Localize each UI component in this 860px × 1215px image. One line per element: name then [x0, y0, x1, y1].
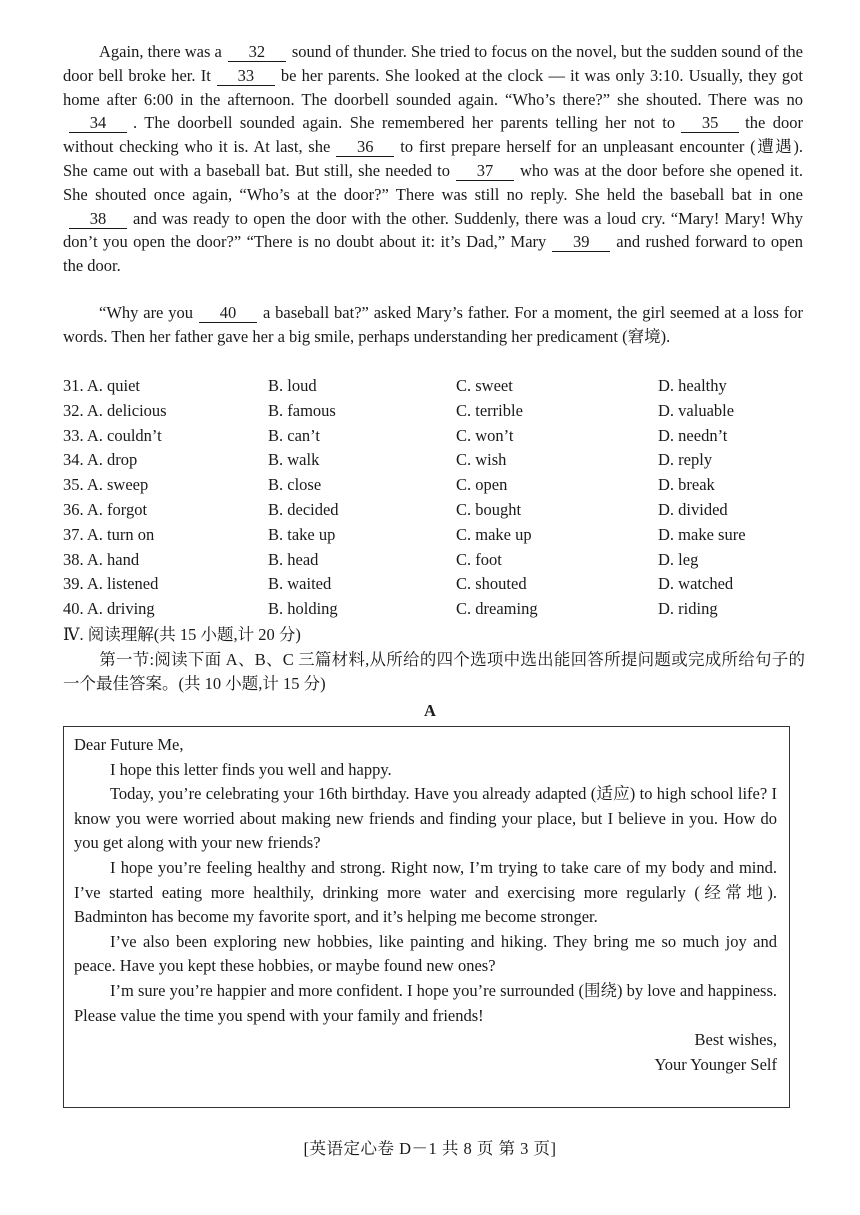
cloze-text: “Why are you	[99, 303, 193, 322]
option-row	[63, 498, 803, 523]
letter-paragraph	[74, 856, 777, 930]
option-row	[63, 448, 803, 473]
option-a: 31. A. quiet	[63, 376, 140, 395]
blank-37: 37	[456, 162, 514, 181]
option-d: D. divided	[658, 499, 728, 519]
option-d: D. reply	[658, 450, 713, 470]
option-c: C. dreaming	[456, 599, 538, 619]
option-row	[63, 597, 803, 622]
cloze-text: and was ready to open the door with the other. Suddenly, there was a loud cry. “Mary! Mary! Why don’t you open the door?” “There is no doubt about it: it’s Dad,” Mary	[63, 208, 803, 252]
cloze-paragraph-1	[63, 40, 803, 278]
options-list	[63, 374, 803, 622]
cloze-paragraph-2	[63, 301, 803, 349]
option-a: 39. A. listened	[63, 574, 159, 594]
option-a: 36. A. forgot	[63, 499, 148, 519]
option-d: D. leg	[658, 549, 699, 569]
letter-paragraph	[74, 979, 777, 1028]
option-a: 35. A. sweep	[63, 475, 149, 495]
option-d: D. needn’t	[658, 425, 728, 445]
cloze-text: . The doorbell sounded again. She remembered her parents telling her not to	[133, 113, 676, 133]
blank-39: 39	[552, 233, 610, 252]
section-instructions-text: 第一节:阅读下面 A、B、C 三篇材料,从所给的四个选项中选出能回答所提问题或完成所给句子的一个最佳答案。(共 10 小题,计 15 分)	[63, 650, 805, 693]
option-d: D. break	[658, 475, 715, 495]
cloze-text: and rushed forward to open the door.	[63, 232, 803, 276]
letter-paragraph	[74, 782, 777, 856]
blank-32: 32	[228, 43, 286, 62]
blank-36: 36	[336, 138, 394, 157]
cloze-text: sound of thunder. She tried to focus on the novel, but the sudden sound of the door bell broke her. It	[63, 42, 803, 85]
option-a: 37. A. turn on	[63, 524, 155, 544]
letter-paragraph	[74, 930, 777, 979]
blank-34: 34	[69, 114, 127, 133]
option-b: B. waited	[268, 574, 332, 594]
section-instructions	[63, 648, 805, 696]
letter-box	[63, 726, 790, 1108]
option-c: C. foot	[456, 549, 502, 569]
blank-40: 40	[199, 304, 257, 323]
cloze-text: to first prepare herself for an unpleasant encounter (遭遇). She came out with a baseball bat. But still, she needed to	[63, 137, 803, 180]
option-d: D. watched	[658, 574, 734, 594]
option-b: B. walk	[268, 450, 320, 470]
passage-label: A	[424, 701, 436, 720]
cloze-text: a baseball bat?” asked Mary’s father. For a moment, the girl seemed at a loss for words. Then her father gave her a big smile, perhaps understanding her predicament (窘境).	[63, 303, 803, 346]
option-c: C. make up	[456, 524, 532, 544]
cloze-text: Again, there was a	[99, 42, 222, 61]
option-a: 40. A. driving	[63, 599, 155, 619]
option-c: C. wish	[456, 450, 507, 470]
letter-text: Today, you’re celebrating your 16th birthday. Have you already adapted (适应) to high school life? I know you were worried about making new friends and finding your place, but I believe in you. How do you get along with your new friends?	[74, 784, 777, 853]
letter-text: I hope you’re feeling healthy and strong. Right now, I’m trying to take care of my body and mind. I’ve started eating more healthily, drinking more water and exercising more regularly (经常地). Badminton has become my favorite sport, and it’s helping me become stronger.	[74, 857, 777, 927]
blank-38: 38	[69, 210, 127, 229]
blank-33: 33	[217, 67, 275, 86]
option-c: C. sweet	[456, 376, 513, 395]
option-b: B. can’t	[268, 425, 320, 445]
option-d: D. make sure	[658, 524, 746, 544]
letter-paragraph	[74, 758, 777, 783]
option-a: 34. A. drop	[63, 450, 138, 470]
option-row	[63, 374, 803, 399]
option-row	[63, 572, 803, 597]
option-b: B. close	[268, 475, 322, 495]
option-b: B. loud	[268, 376, 317, 395]
option-a: 33. A. couldn’t	[63, 425, 162, 445]
option-d: D. riding	[658, 599, 718, 619]
option-b: B. take up	[268, 524, 336, 544]
letter-greeting: Dear Future Me,	[74, 735, 184, 754]
page-footer: [英语定心卷 D－1 共 8 页 第 3 页]	[303, 1139, 557, 1158]
option-row	[63, 523, 803, 548]
option-b: B. holding	[268, 599, 338, 619]
option-row	[63, 473, 803, 498]
letter-signature: Your Younger Self	[654, 1054, 777, 1074]
letter-text: I hope this letter finds you well and happy.	[110, 759, 392, 779]
blank-35: 35	[681, 114, 739, 133]
option-c: C. terrible	[456, 400, 523, 420]
cloze-text: be her parents. She looked at the clock — it was only 3:10. Usually, they got home after 6:00 in the afternoon. The doorbell sounded again. “Who’s there?” she shouted. There was no	[63, 65, 803, 109]
cloze-text: who was at the door before she opened it. She shouted once again, “Who’s at the door?” There was still no reply. She held the baseball bat in one	[63, 160, 803, 204]
option-b: B. decided	[268, 499, 339, 519]
option-row	[63, 399, 803, 424]
option-d: D. healthy	[658, 376, 727, 395]
section-heading: Ⅳ. 阅读理解(共 15 小题,计 20 分)	[63, 625, 301, 644]
letter-text: I’ve also been exploring new hobbies, like painting and hiking. They bring me so much joy and peace. Have you kept these hobbies, or maybe found new ones?	[74, 931, 777, 976]
option-row	[63, 424, 803, 449]
option-c: C. open	[456, 475, 508, 495]
option-b: B. famous	[268, 400, 336, 420]
letter-text: I’m sure you’re happier and more confident. I hope you’re surrounded (围绕) by love and happiness. Please value the time you spend with your family and friends!	[74, 980, 777, 1025]
option-c: C. shouted	[456, 574, 527, 594]
option-c: C. bought	[456, 499, 522, 519]
option-a: 38. A. hand	[63, 549, 140, 569]
letter-closing: Best wishes,	[694, 1030, 777, 1050]
option-d: D. valuable	[658, 400, 735, 420]
option-c: C. won’t	[456, 425, 514, 445]
cloze-text: the door without checking who it is. At last, she	[63, 113, 803, 157]
option-row	[63, 548, 803, 573]
option-b: B. head	[268, 549, 319, 569]
option-a: 32. A. delicious	[63, 400, 167, 420]
